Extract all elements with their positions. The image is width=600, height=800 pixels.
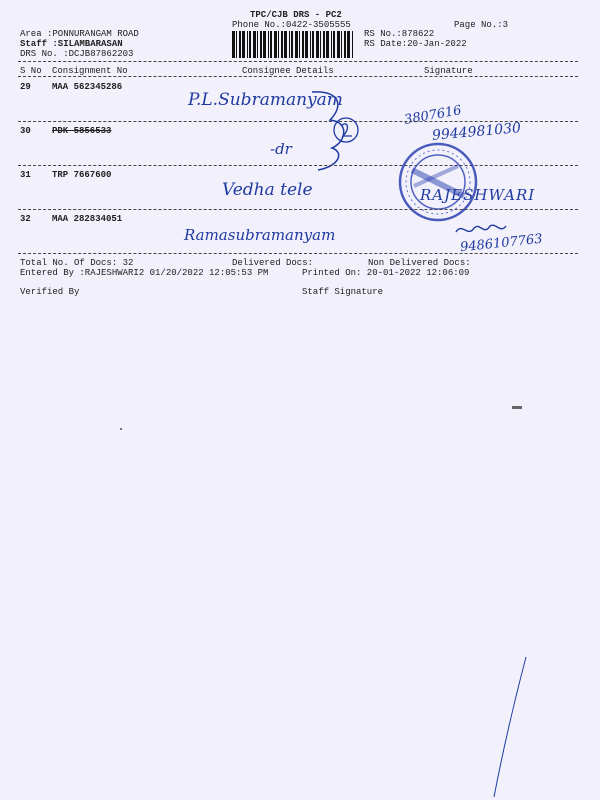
handwritten-signature: 9944981030 bbox=[431, 120, 522, 144]
col-consignment: Consignment No bbox=[52, 66, 128, 76]
rs-number: RS No.:878622 bbox=[364, 29, 435, 39]
col-sno: S No bbox=[20, 66, 42, 76]
handwritten-signature: 3807616 bbox=[403, 103, 463, 128]
row-sno: 32 bbox=[20, 214, 31, 224]
staff-label: Staff :SILAMBARASAN bbox=[20, 39, 123, 49]
divider bbox=[18, 209, 578, 210]
area-label: Area :PONNURANGAM ROAD bbox=[20, 29, 139, 39]
divider bbox=[18, 76, 578, 77]
page-number: Page No.:3 bbox=[454, 20, 509, 30]
non-delivered-docs: Non Delivered Docs: bbox=[368, 258, 471, 268]
office-stamp bbox=[396, 140, 480, 224]
handwritten-consignee: P.L.Subramanyam bbox=[188, 90, 343, 110]
printed-on: Printed On: 20-01-2022 12:06:09 bbox=[302, 268, 470, 278]
divider bbox=[18, 61, 578, 62]
handwritten-bracket bbox=[300, 86, 370, 176]
divider bbox=[18, 253, 578, 254]
document-title: TPC/CJB DRS - PC2 bbox=[250, 10, 342, 20]
handwritten-signature: 9486107763 bbox=[459, 231, 544, 256]
col-signature: Signature bbox=[424, 66, 473, 76]
rs-date: RS Date:20-Jan-2022 bbox=[364, 39, 467, 49]
staff-signature-label: Staff Signature bbox=[302, 287, 384, 297]
verified-by: Verified By bbox=[20, 287, 80, 297]
handwritten-signature: RAJESHWARI bbox=[420, 186, 536, 204]
handwritten-consignee: Vedha tele bbox=[222, 180, 313, 200]
row-sno: 30 bbox=[20, 126, 31, 136]
row-consignment: MAA 562345286 bbox=[52, 82, 123, 92]
entered-by: Entered By :RAJESHWARI2 01/20/2022 12:05:53 PM bbox=[20, 268, 269, 278]
handwritten-consignee: -dr bbox=[270, 140, 292, 158]
stray-pen-line bbox=[490, 655, 530, 800]
barcode bbox=[230, 31, 358, 58]
row-sno: 31 bbox=[20, 170, 31, 180]
drs-number: DRS No. :DCJB87862203 bbox=[20, 49, 134, 59]
total-docs: Total No. Of Docs: 32 bbox=[20, 258, 134, 268]
divider bbox=[18, 165, 578, 166]
col-consignee: Consignee Details bbox=[242, 66, 334, 76]
row-consignment: PDK 5856533 bbox=[52, 126, 112, 136]
handwritten-consignee: Ramasubramanyam bbox=[184, 226, 336, 244]
row-consignment: MAA 282834051 bbox=[52, 214, 123, 224]
delivered-docs: Delivered Docs: bbox=[232, 258, 314, 268]
row-consignment: TRP 7667600 bbox=[52, 170, 112, 180]
phone-number: Phone No.:0422-3505555 bbox=[232, 20, 351, 30]
row-sno: 29 bbox=[20, 82, 31, 92]
scan-speck bbox=[120, 428, 122, 430]
scan-speck bbox=[512, 406, 522, 409]
